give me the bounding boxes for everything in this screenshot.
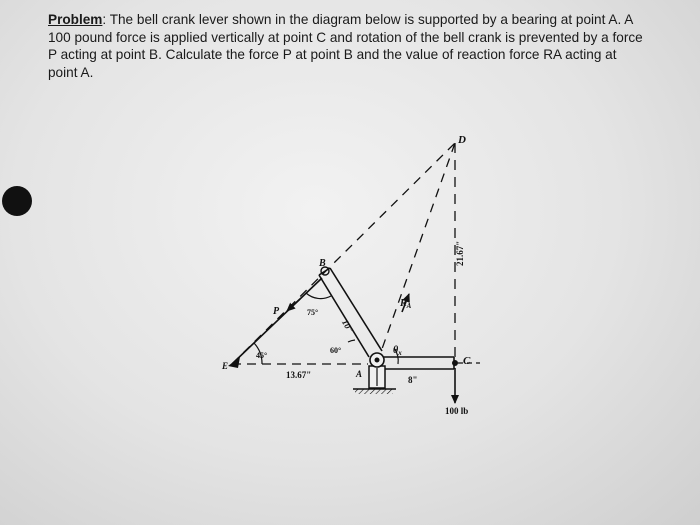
crank-arm-ab (319, 268, 382, 357)
problem-label: Problem (48, 12, 103, 27)
arrow-head-e (228, 357, 240, 368)
angle-arc-75 (306, 293, 331, 299)
label-d: D (458, 134, 466, 146)
label-theta (393, 345, 402, 357)
theta-subscript: x (398, 349, 402, 357)
label-13-67: 13.67" (286, 370, 312, 380)
label-c: C (463, 355, 471, 367)
pin-c (452, 360, 458, 366)
force-p-line (232, 278, 322, 364)
dashed-line-e-d (232, 143, 455, 364)
label-45: 45° (256, 351, 268, 360)
label-a: A (356, 369, 363, 379)
label-8: 8" (408, 375, 418, 385)
force-p-arrow (287, 299, 300, 311)
label-60: 60° (330, 346, 342, 355)
label-10: 10" (339, 317, 356, 335)
label-b: B (319, 258, 326, 269)
angle-arc-60 (348, 340, 355, 342)
ra-symbol: R (400, 298, 407, 309)
theta-symbol: θ (393, 345, 399, 356)
label-21-67: 21.67" (455, 240, 465, 266)
label-100lb: 100 lb (445, 406, 469, 416)
problem-text: : The bell crank lever shown in the diagram below is supported by a bearing at point A. A 100 pound force is applied vertically at point C and rotation of the bell crank is prevented by a force P acting at point B. Calculate the force P at point B and the value of reaction force RA acting at point A. (48, 12, 643, 80)
dashed-line-a-d (377, 143, 455, 363)
crank-arm-ac (378, 357, 454, 369)
label-e: E (222, 361, 229, 371)
label-p: P (273, 306, 280, 317)
ra-subscript: A (406, 302, 412, 310)
label-ra (399, 298, 412, 310)
label-75: 75° (307, 308, 319, 317)
